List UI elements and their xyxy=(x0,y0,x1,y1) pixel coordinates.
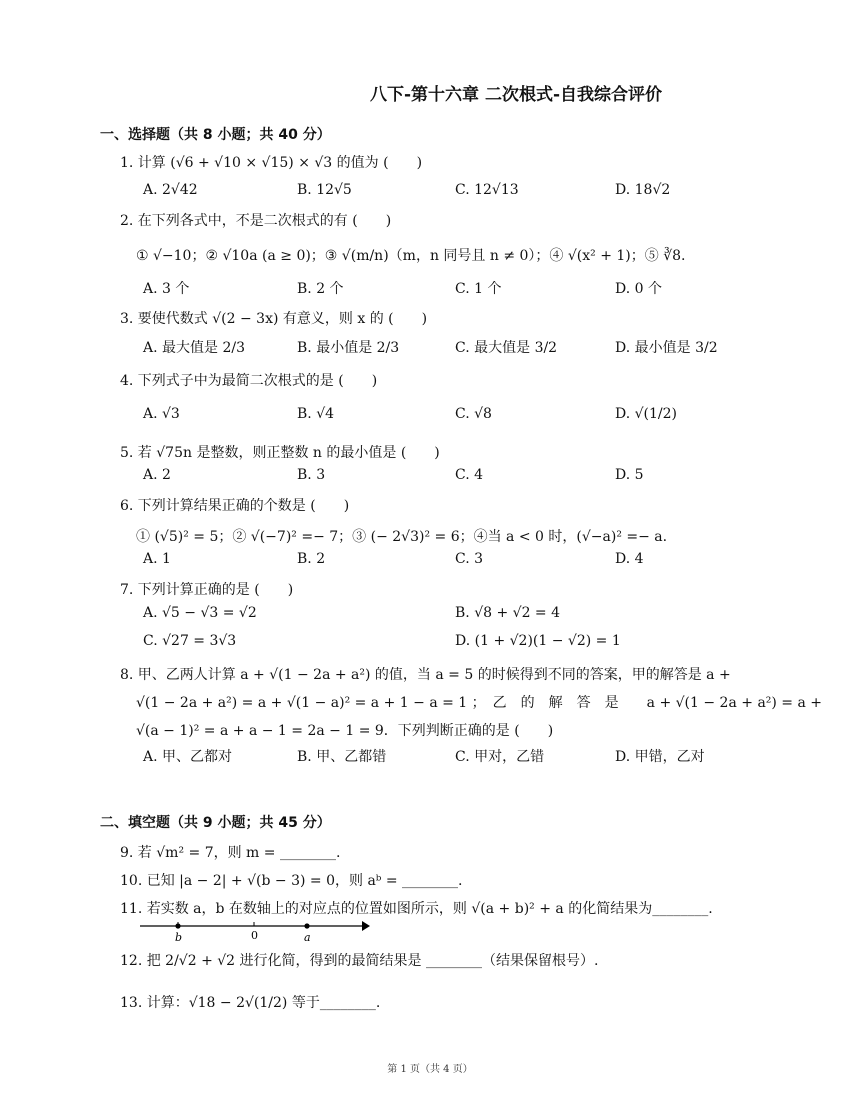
q3-option-b: B. 最小值是 2/3 xyxy=(297,340,400,356)
question-7-stem: 7. 下列计算正确的是 ( ) xyxy=(120,582,294,598)
q8-option-c: C. 甲对，乙错 xyxy=(455,749,545,765)
question-2-stem: 2. 在下列各式中，不是二次根式的有 ( ) xyxy=(120,213,392,229)
page-title-text: 八下-第十六章 二次根式-自我综合评价 xyxy=(369,85,663,105)
question-4-stem: 4. 下列式子中为最简二次根式的是 ( ) xyxy=(120,373,378,389)
q8-option-d: D. 甲错，乙对 xyxy=(615,749,705,765)
question-6-stem: 6. 下列计算结果正确的个数是 ( ) xyxy=(120,498,350,514)
q4-option-b: B. √4 xyxy=(297,406,335,422)
q6-option-a: A. 1 xyxy=(143,551,171,567)
page-title xyxy=(0,80,860,105)
q3-option-d: D. 最小值是 3/2 xyxy=(615,340,718,356)
question-11: 11. 若实数 a，b 在数轴上的对应点的位置如图所示，则 √(a + b)² + a 的化简结果为________. xyxy=(120,901,713,917)
point-b xyxy=(175,923,180,928)
q4-option-c: C. √8 xyxy=(455,406,492,422)
question-3-stem: 3. 要使代数式 √(2 − 3x) 有意义，则 x 的 ( ) xyxy=(120,311,428,327)
q3-option-c: C. 最大值是 3/2 xyxy=(455,340,558,356)
q5-option-c: C. 4 xyxy=(455,467,484,483)
q5-option-d: D. 5 xyxy=(615,467,644,483)
q1-option-c: C. 12√13 xyxy=(455,182,519,198)
q1-option-b: B. 12√5 xyxy=(297,182,352,198)
q1-option-d: D. 18√2 xyxy=(615,182,671,198)
question-2-items: ① √−10；② √10a (a ≥ 0)；③ √(m/n)（m，n 同号且 n ≠ 0）；④ √(x² + 1)；⑤ ∛8. xyxy=(136,248,686,264)
question-8-line-3: √(a − 1)² = a + a − 1 = 2a − 1 = 9．下列判断正确的是 ( ) xyxy=(136,723,554,739)
q5-option-a: A. 2 xyxy=(143,467,171,483)
number-line-arrow xyxy=(362,921,370,931)
question-8-line-2: √(1 − 2a + a²) = a + √(1 − a)² = a + 1 − a = 1 ； 乙 的 解 答 是 a + √(1 − 2a + a²) = a + xyxy=(136,695,823,711)
question-10: 10. 已知 |a − 2| + √(b − 3) = 0，则 aᵇ = ________. xyxy=(120,873,463,889)
question-1-stem: 1. 计算 (√6 + √10 × √15) × √3 的值为 ( ) xyxy=(120,155,423,171)
q7-option-c: C. √27 = 3√3 xyxy=(143,633,237,649)
q2-option-b: B. 2 个 xyxy=(297,281,344,297)
q7-option-b: B. √8 + √2 = 4 xyxy=(455,605,561,621)
label-zero: 0 xyxy=(251,929,258,942)
q5-option-b: B. 3 xyxy=(297,467,326,483)
label-b: b xyxy=(175,931,183,944)
question-9: 9. 若 √m² = 7，则 m = ________. xyxy=(120,845,341,861)
q2-option-c: C. 1 个 xyxy=(455,281,502,297)
section-heading-fill: 二、填空题（共 9 小题；共 45 分） xyxy=(100,815,331,831)
q1-option-a: A. 2√42 xyxy=(143,182,198,198)
question-5-stem: 5. 若 √75n 是整数，则正整数 n 的最小值是 ( ) xyxy=(120,445,440,461)
q7-option-d: D. (1 + √2)(1 − √2) = 1 xyxy=(455,633,621,649)
question-12: 12. 把 2/√2 + √2 进行化简，得到的最简结果是 ________（结果保留根号）. xyxy=(120,953,599,969)
number-line-figure xyxy=(140,918,370,944)
q2-option-a: A. 3 个 xyxy=(143,281,190,297)
q8-option-b: B. 甲、乙都错 xyxy=(297,749,387,765)
page-footer: 第 1 页（共 4 页） xyxy=(387,1064,473,1075)
question-8-line-1: 8. 甲、乙两人计算 a + √(1 − 2a + a²) 的值，当 a = 5 的时候得到不同的答案，甲的解答是 a + xyxy=(120,667,731,683)
question-13: 13. 计算：√18 − 2√(1/2) 等于________. xyxy=(120,995,381,1011)
label-a: a xyxy=(304,931,311,944)
question-6-items: ① (√5)² = 5；② √(−7)² =− 7；③ (− 2√3)² = 6；④当 a < 0 时，(√−a)² =− a. xyxy=(136,529,668,545)
q6-option-d: D. 4 xyxy=(615,551,644,567)
q6-option-c: C. 3 xyxy=(455,551,484,567)
q4-option-a: A. √3 xyxy=(143,406,180,422)
section-heading-choice: 一、选择题（共 8 小题；共 40 分） xyxy=(100,127,331,143)
q3-option-a: A. 最大值是 2/3 xyxy=(143,340,245,356)
q8-option-a: A. 甲、乙都对 xyxy=(143,749,233,765)
q2-option-d: D. 0 个 xyxy=(615,281,662,297)
q7-option-a: A. √5 − √3 = √2 xyxy=(143,605,257,621)
point-a xyxy=(304,923,309,928)
q6-option-b: B. 2 xyxy=(297,551,326,567)
q4-option-d: D. √(1/2) xyxy=(615,406,678,422)
